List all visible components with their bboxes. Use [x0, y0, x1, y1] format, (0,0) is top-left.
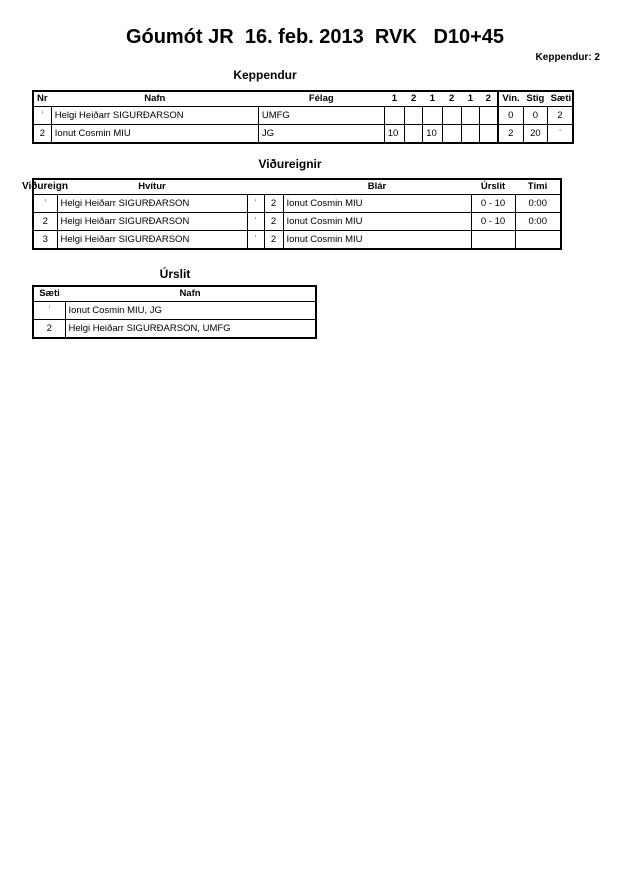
bout-white-mark: ʼ — [247, 231, 264, 250]
col-result: Úrslit — [471, 179, 515, 195]
players-section-title: Keppendur — [233, 68, 297, 82]
col-round-3: 1 — [423, 91, 442, 107]
bout-number: 3 — [33, 231, 57, 250]
player-points: 20 — [523, 125, 547, 144]
bout-white-player: Helgi Heiðarr SIGURÐARSON — [57, 195, 247, 213]
player-club: UMFG — [258, 107, 384, 125]
player-round-5 — [461, 107, 479, 125]
results-header-row — [33, 286, 316, 302]
col-round-1: 1 — [384, 91, 404, 107]
bout-number: ʼ — [33, 195, 57, 213]
col-club: Félag — [258, 91, 384, 107]
bout-blue-player: Ionut Cosmin MIU — [283, 231, 471, 250]
col-round-5: 1 — [461, 91, 479, 107]
player-place: 2 — [548, 107, 573, 125]
bout-white-mark: ʼ — [247, 195, 264, 213]
player-name: Helgi Heiðarr SIGURÐARSON — [51, 107, 258, 125]
bout-time: 0:00 — [515, 213, 561, 231]
table-row — [33, 231, 561, 250]
result-place: ʼ — [33, 302, 65, 320]
bout-result: 0 - 10 — [471, 195, 515, 213]
player-nr: 2 — [33, 125, 51, 144]
table-row — [33, 195, 561, 213]
bout-blue-mark: 2 — [264, 213, 283, 231]
bout-white-player: Helgi Heiðarr SIGURÐARSON — [57, 213, 247, 231]
col-place: Sæti — [548, 91, 573, 107]
table-row — [33, 107, 573, 125]
player-place: ʼ — [548, 125, 573, 144]
col-name: Nafn — [51, 91, 258, 107]
player-round-2 — [404, 107, 422, 125]
col-points: Stig — [523, 91, 547, 107]
player-wins: 0 — [498, 107, 523, 125]
page-title: Góumót JR 16. feb. 2013 RVK D10+45 — [125, 26, 505, 48]
bout-blue-mark: 2 — [264, 231, 283, 250]
player-name: Ionut Cosmin MIU — [51, 125, 258, 144]
bout-white-mark: ʼ — [247, 213, 264, 231]
col-time: Tími — [515, 179, 561, 195]
col-place: Sæti — [33, 286, 65, 302]
col-blue: Blár — [283, 179, 471, 195]
col-round-6: 2 — [480, 91, 498, 107]
bout-white-player: Helgi Heiðarr SIGURÐARSON — [57, 231, 247, 250]
bout-result: 0 - 10 — [471, 213, 515, 231]
bout-blue-player: Ionut Cosmin MIU — [283, 195, 471, 213]
player-nr: ʼ — [33, 107, 51, 125]
col-nr: Nr — [33, 91, 51, 107]
col-white: Hvítur — [57, 179, 247, 195]
bout-blue-mark: 2 — [264, 195, 283, 213]
bout-number: 2 — [33, 213, 57, 231]
player-round-4 — [442, 125, 461, 144]
table-row — [33, 302, 316, 320]
player-round-1: 10 — [384, 125, 404, 144]
players-table — [32, 90, 574, 144]
players-header-row — [33, 91, 573, 107]
player-round-6 — [480, 107, 498, 125]
player-points: 0 — [523, 107, 547, 125]
table-row — [33, 213, 561, 231]
table-row — [33, 320, 316, 339]
competitor-count: Keppendur: 2 — [535, 52, 600, 63]
result-name: Ionut Cosmin MIU, JG — [65, 302, 316, 320]
player-wins: 2 — [498, 125, 523, 144]
player-club: JG — [258, 125, 384, 144]
col-round-2: 2 — [404, 91, 422, 107]
bouts-section-title: Viðureignir — [258, 157, 322, 171]
table-row — [33, 125, 573, 144]
col-name: Nafn — [65, 286, 316, 302]
player-round-6 — [480, 125, 498, 144]
result-name: Helgi Heiðarr SIGURÐARSON, UMFG — [65, 320, 316, 339]
player-round-4 — [442, 107, 461, 125]
col-wins: Vin. — [498, 91, 523, 107]
bout-time: 0:00 — [515, 195, 561, 213]
player-round-2 — [404, 125, 422, 144]
player-round-3 — [423, 107, 442, 125]
result-place: 2 — [33, 320, 65, 339]
player-round-1 — [384, 107, 404, 125]
bout-blue-player: Ionut Cosmin MIU — [283, 213, 471, 231]
player-round-3: 10 — [423, 125, 442, 144]
results-section-title: Úrslit — [159, 267, 191, 281]
player-round-5 — [461, 125, 479, 144]
bout-time — [515, 231, 561, 250]
bouts-table — [32, 178, 562, 250]
results-table — [32, 285, 317, 339]
col-round-4: 2 — [442, 91, 461, 107]
bouts-header-row — [33, 179, 561, 195]
col-bout: Viðureign — [22, 181, 68, 192]
bout-result — [471, 231, 515, 250]
